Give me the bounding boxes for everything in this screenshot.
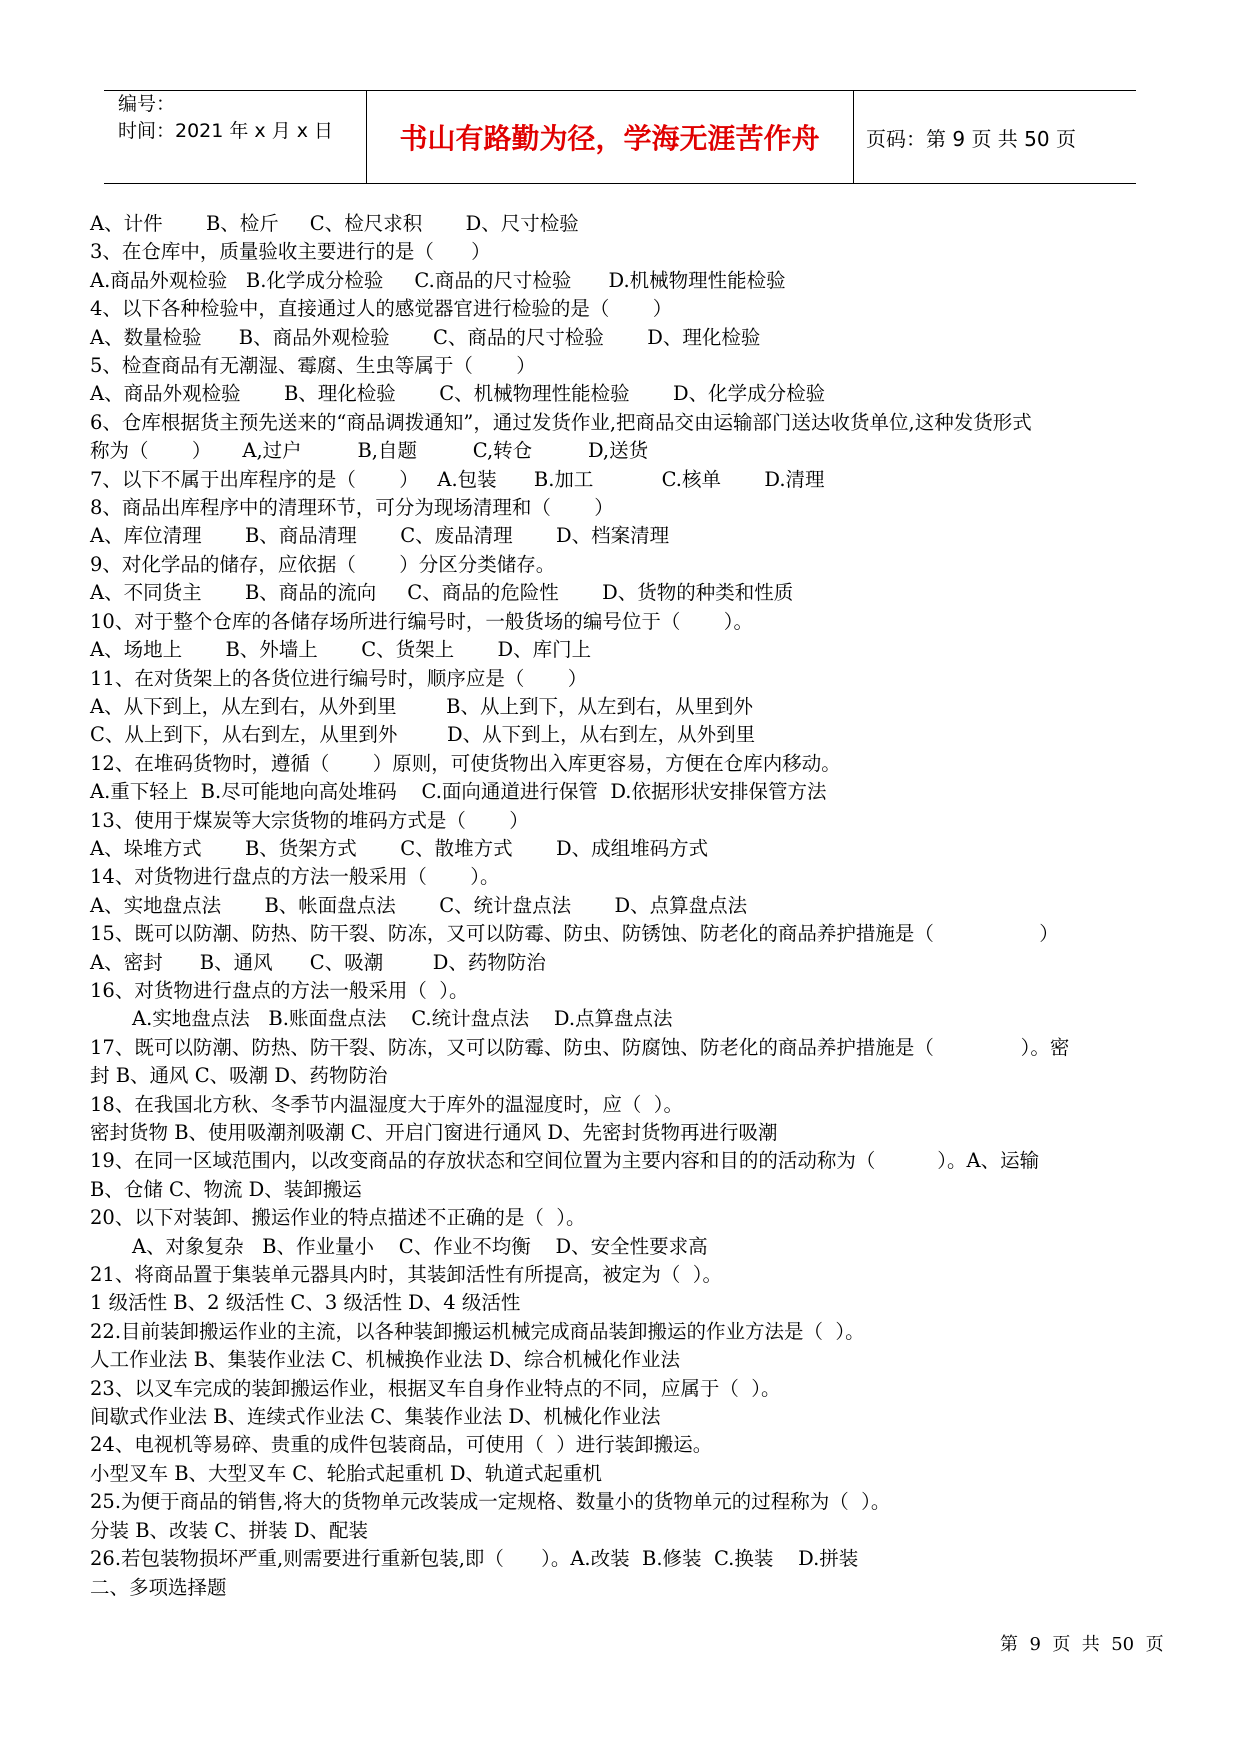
question-8: 8、商品出库程序中的清理环节，可分为现场清理和（ ） [90, 496, 614, 520]
question-21: 21、将商品置于集装单元器具内时，其装卸活性有所提高，被定为（ ）。 [90, 1263, 722, 1287]
page-footer: 第 9 页 共 50 页 [1000, 1634, 1164, 1655]
question-14: 14、对货物进行盘点的方法一般采用（ ）。 [90, 865, 500, 889]
question-6: 6、仓库根据货主预先送来的“商品调拨通知”，通过发货作业,把商品交由运输部门送达收货单位,这种发货形式 [90, 410, 1032, 434]
question-15: 15、既可以防潮、防热、防干裂、防冻，又可以防霉、防虫、防锈蚀、防老化的商品养护措施是（ ） [90, 922, 1059, 946]
document-time-label: 时间：2021 年 x 月 x 日 [118, 120, 334, 142]
question-10-options: A、场地上 B、外墙上 C、货架上 D、库门上 [90, 638, 592, 662]
section-heading-multiple-choice: 二、多项选择题 [90, 1575, 227, 1599]
header-motto: 书山有路勤为径，学海无涯苦作舟 [399, 122, 820, 155]
question-23-options: 间歇式作业法 B、连续式作业法 C、集装作业法 D、机械化作业法 [90, 1405, 661, 1429]
text-line: A、计件 B、检斤 C、检尺求积 D、尺寸检验 [90, 212, 579, 235]
question-18: 18、在我国北方秋、冬季节内温湿度大于库外的温湿度时，应（ ）。 [90, 1092, 683, 1116]
question-3-options: A.商品外观检验 B.化学成分检验 C.商品的尺寸检验 D.机械物理性能检验 [90, 268, 786, 292]
question-24: 24、电视机等易碎、贵重的成件包装商品，可使用（ ）进行装卸搬运。 [90, 1433, 713, 1457]
question-9-options: A、不同货主 B、商品的流向 C、商品的危险性 D、货物的种类和性质 [90, 581, 794, 605]
header-meta [118, 91, 333, 145]
question-25: 25.为便于商品的销售,将大的货物单元改装成一定规格、数量小的货物单元的过程称为（ ）。 [90, 1490, 891, 1514]
question-14-options: A、实地盘点法 B、帐面盘点法 C、统计盘点法 D、点算盘点法 [90, 893, 748, 917]
document-body [90, 210, 1150, 1602]
question-15-options: A、密封 B、通风 C、吸潮 D、药物防治 [90, 950, 546, 974]
question-19-options: B、仓储 C、物流 D、装卸搬运 [90, 1177, 362, 1201]
page-header [104, 90, 1136, 184]
question-25-options: 分装 B、改装 C、拼装 D、配装 [90, 1518, 368, 1542]
question-20: 20、以下对装卸、搬运作业的特点描述不正确的是（ ）。 [90, 1206, 586, 1230]
question-8-options: A、库位清理 B、商品清理 C、废品清理 D、档案清理 [90, 524, 670, 548]
question-16-options: A.实地盘点法 B.账面盘点法 C.统计盘点法 D.点算盘点法 [132, 1007, 673, 1031]
question-6-options: 称为（ ） A,过户 B,自题 C,转仓 D,送货 [90, 439, 649, 463]
question-5-options: A、商品外观检验 B、理化检验 C、机械物理性能检验 D、化学成分检验 [90, 382, 826, 406]
question-11-options-ab: A、从下到上，从左到右，从外到里 B、从上到下，从左到右，从里到外 [90, 694, 754, 718]
question-4-options: A、数量检验 B、商品外观检验 C、商品的尺寸检验 D、理化检验 [90, 325, 761, 349]
question-11: 11、在对货架上的各货位进行编号时，顺序应是（ ） [90, 666, 588, 690]
question-13-options: A、垛堆方式 B、货架方式 C、散堆方式 D、成组堆码方式 [90, 836, 709, 860]
question-5: 5、检查商品有无潮湿、霉腐、生虫等属于（ ） [90, 354, 536, 378]
question-17: 17、既可以防潮、防热、防干裂、防冻，又可以防霉、防虫、防腐蚀、防老化的商品养护措施是（ ）。密 [90, 1035, 1070, 1059]
question-23: 23、以叉车完成的装卸搬运作业，根据叉车自身作业特点的不同，应属于（ ）。 [90, 1376, 781, 1400]
question-24-options: 小型叉车 B、大型叉车 C、轮胎式起重机 D、轨道式起重机 [90, 1461, 602, 1485]
question-12-options: A.重下轻上 B.尽可能地向高处堆码 C.面向通道进行保管 D.依据形状安排保管方法 [90, 780, 827, 804]
header-page-info: 页码：第 9 页 共 50 页 [866, 126, 1076, 151]
question-18-options: 密封货物 B、使用吸潮剂吸潮 C、开启门窗进行通风 D、先密封货物再进行吸潮 [90, 1121, 778, 1144]
question-10: 10、对于整个仓库的各储存场所进行编号时，一般货场的编号位于（ ）。 [90, 609, 753, 633]
question-3: 3、在仓库中，质量验收主要进行的是（ ） [90, 240, 491, 264]
question-16: 16、对货物进行盘点的方法一般采用（ ）。 [90, 978, 469, 1002]
question-12: 12、在堆码货物时，遵循（ ）原则，可使货物出入库更容易，方便在仓库内移动。 [90, 751, 841, 775]
question-20-options: A、对象复杂 B、作业量小 C、作业不均衡 D、安全性要求高 [132, 1234, 708, 1258]
question-26: 26.若包装物损坏严重,则需要进行重新包装,即（ ）。A.改装 B.修装 C.换装 D.拼装 [90, 1547, 859, 1571]
question-22: 22.目前装卸搬运作业的主流，以各种装卸搬运机械完成商品装卸搬运的作业方法是（ ）。 [90, 1319, 865, 1343]
question-22-options: 人工作业法 B、集装作业法 C、机械换作业法 D、综合机械化作业法 [90, 1348, 680, 1372]
question-9: 9、对化学品的储存，应依据（ ）分区分类储存。 [90, 552, 556, 576]
question-7: 7、以下不属于出库程序的是（ ） A.包装 B.加工 C.核单 D.清理 [90, 467, 825, 491]
question-17-options: 封 B、通风 C、吸潮 D、药物防治 [90, 1064, 388, 1088]
question-4: 4、以下各种检验中，直接通过人的感觉器官进行检验的是（ ） [90, 297, 673, 321]
question-21-options: 1 级活性 B、2 级活性 C、3 级活性 D、4 级活性 [90, 1291, 521, 1315]
question-19: 19、在同一区域范围内，以改变商品的存放状态和空间位置为主要内容和目的的活动称为（ ）。A、运输 [90, 1149, 1040, 1173]
question-11-options-cd: C、从上到下，从右到左，从里到外 D、从下到上，从右到左，从外到里 [90, 723, 756, 747]
header-divider-right [853, 91, 854, 183]
question-13: 13、使用于煤炭等大宗货物的堆码方式是（ ） [90, 808, 529, 832]
document-number-label: 编号： [118, 93, 176, 115]
